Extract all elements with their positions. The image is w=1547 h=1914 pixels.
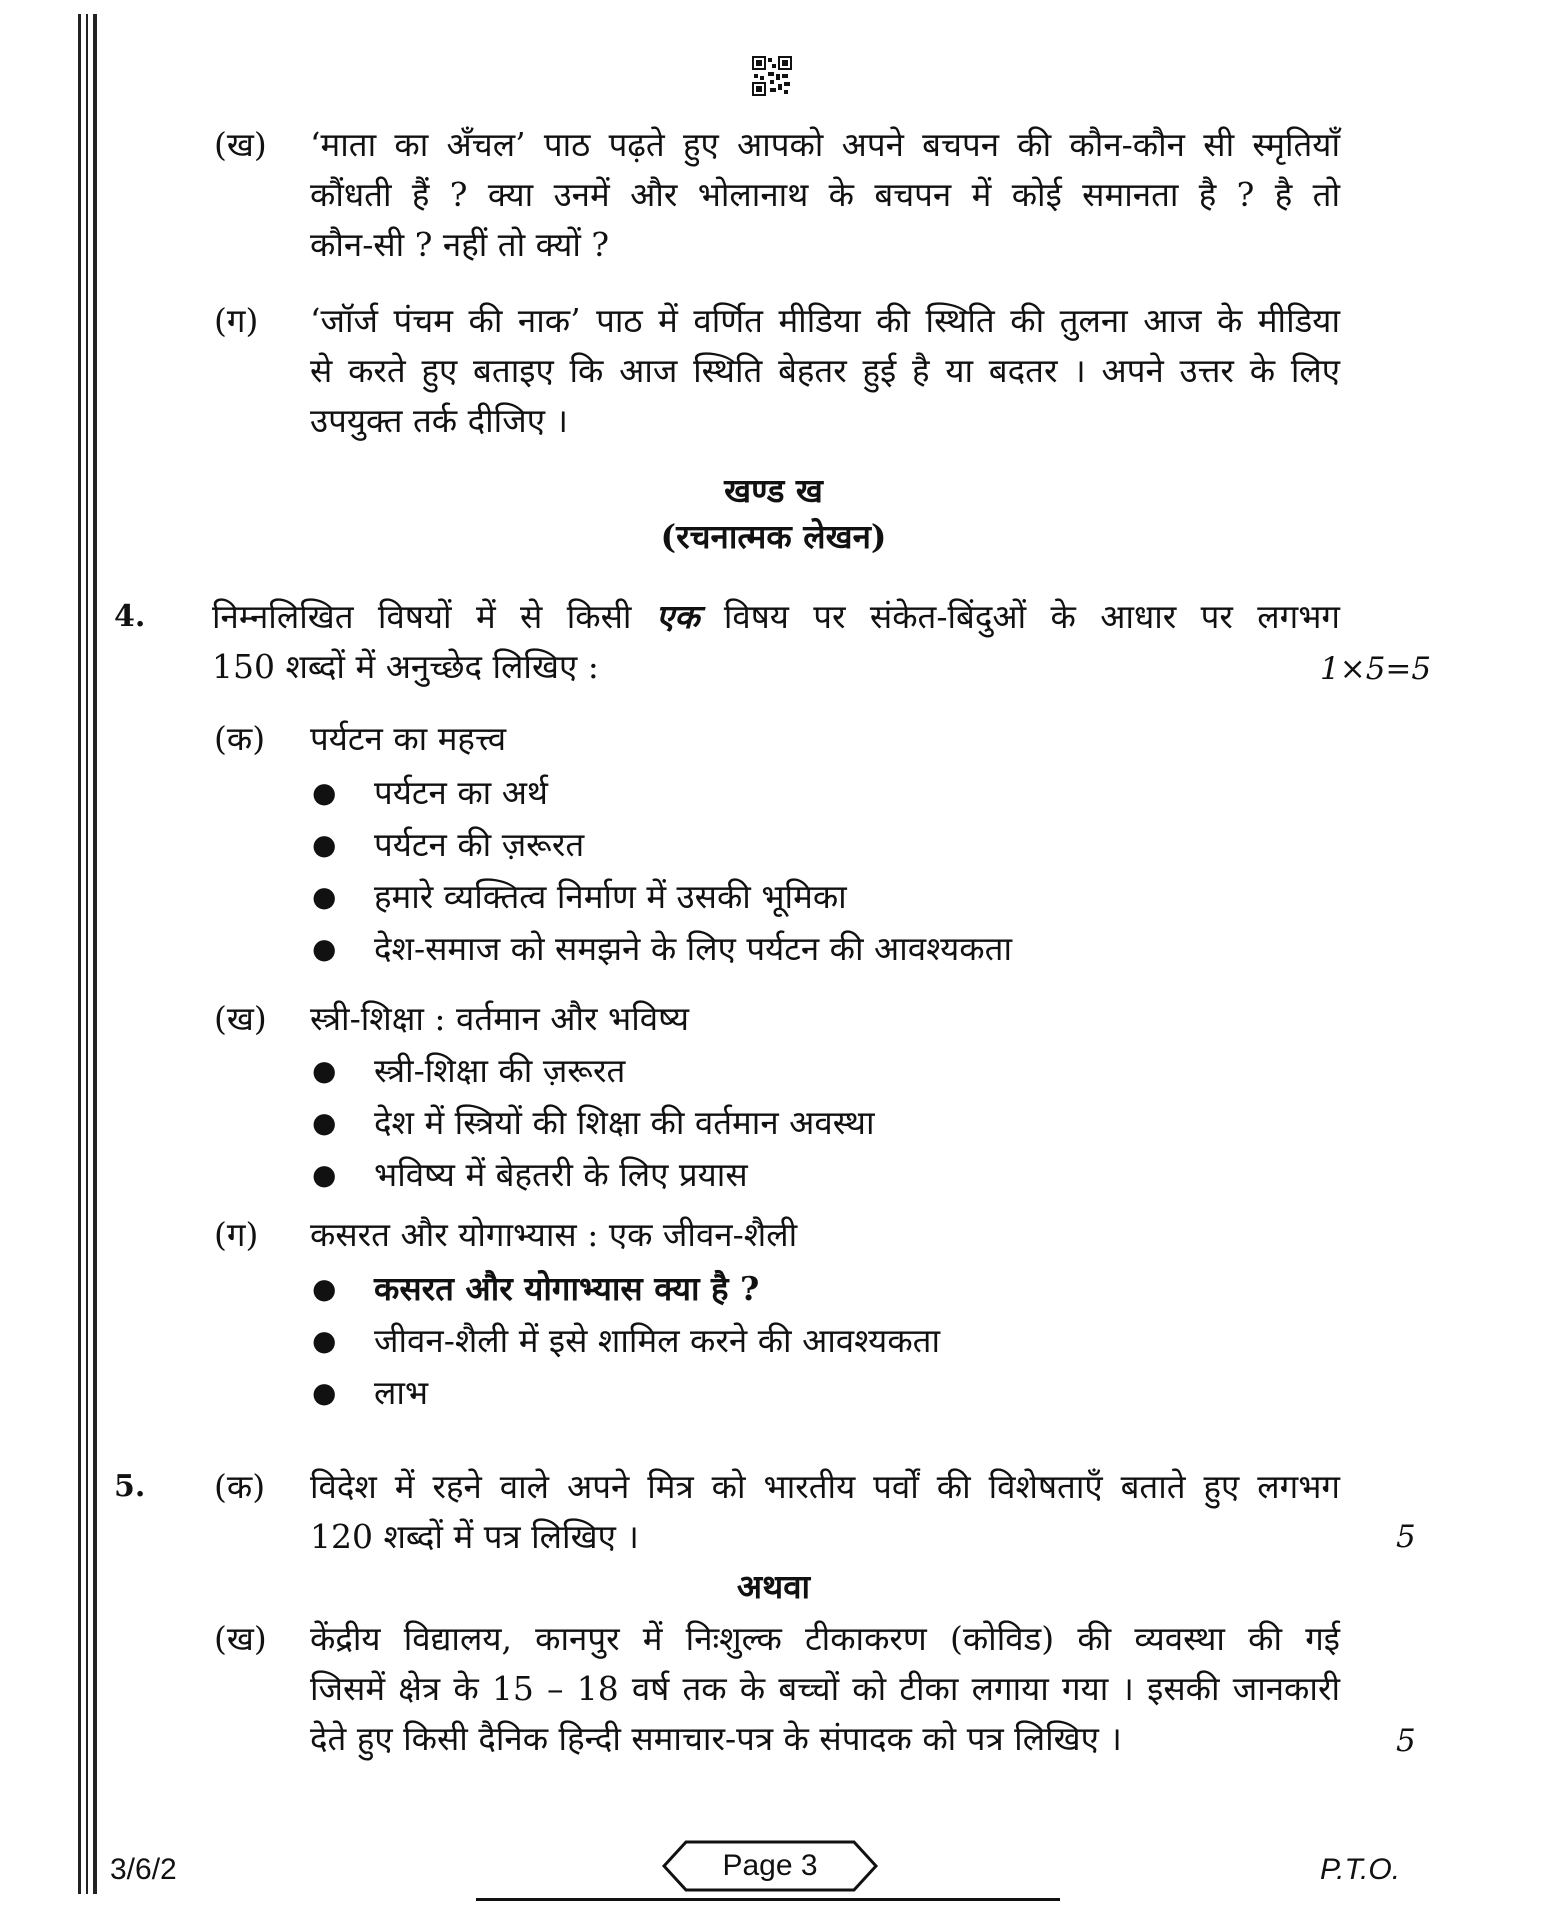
q5-ka-line-1: विदेश में रहने वाले अपने मित्र को भारतीय पर्वों की विशेषताएँ बताते हुए लगभग bbox=[310, 1467, 1340, 1506]
bullet-icon: ● bbox=[312, 932, 337, 965]
q3-kha-text bbox=[310, 120, 1340, 270]
q5-ka-label: (क) bbox=[214, 1467, 266, 1506]
q5-ka-marks: 5 bbox=[1396, 1519, 1416, 1555]
q5-number: 5. bbox=[114, 1469, 146, 1504]
q4-kha-point-3: भविष्य में बेहतरी के लिए प्रयास bbox=[374, 1155, 748, 1194]
q3-kha-line-1: ‘माता का अँचल’ पाठ पढ़ते हुए आपको अपने बचपन की कौन-कौन सी स्मृतियाँ bbox=[310, 125, 1340, 164]
q4-ka-point-2: पर्यटन की ज़रूरत bbox=[374, 825, 585, 864]
q4-ga-title: कसरत और योगाभ्यास : एक जीवन-शैली bbox=[310, 1215, 798, 1254]
q5-kha-line-1: केंद्रीय विद्यालय, कानपुर में निःशुल्क टीकाकरण (कोविड) की व्यवस्था की गई bbox=[310, 1619, 1340, 1658]
q4-ka-point-1: पर्यटन का अर्थ bbox=[374, 773, 549, 812]
qr-code-icon bbox=[752, 56, 792, 96]
bullet-icon: ● bbox=[312, 1054, 337, 1087]
bullet-icon: ● bbox=[312, 1272, 337, 1305]
bullet-icon: ● bbox=[312, 776, 337, 809]
footer-rule bbox=[476, 1898, 1060, 1901]
q3-ga-line-2: से करते हुए बताइए कि आज स्थिति बेहतर हुई है या बदतर । अपने उत्तर के लिए bbox=[310, 351, 1340, 390]
bullet-icon: ● bbox=[312, 1106, 337, 1139]
q3-kha-label: (ख) bbox=[214, 125, 267, 164]
section-subtitle: (रचनात्मक लेखन) bbox=[660, 517, 887, 556]
binding-margin-lines bbox=[78, 14, 100, 1894]
q4-ga-point-3: लाभ bbox=[374, 1373, 429, 1412]
q4-ka-label: (क) bbox=[214, 719, 266, 758]
q4-ga-point-1: कसरत और योगाभ्यास क्या है ? bbox=[374, 1269, 760, 1308]
q4-text bbox=[212, 592, 1340, 692]
q3-ga-line-3: उपयुक्त तर्क दीजिए । bbox=[310, 401, 568, 440]
or-label: अथवा bbox=[736, 1567, 811, 1606]
bullet-icon: ● bbox=[312, 828, 337, 861]
paper-code: 3/6/2 bbox=[110, 1853, 177, 1886]
q4-number: 4. bbox=[114, 599, 146, 634]
q4-kha-point-1: स्त्री-शिक्षा की ज़रूरत bbox=[374, 1051, 626, 1090]
q3-kha-line-3: कौन-सी ? नहीं तो क्यों ? bbox=[310, 225, 610, 264]
section-title: खण्ड ख bbox=[724, 471, 823, 510]
q5-kha-text bbox=[310, 1614, 1340, 1764]
please-turn-over: P.T.O. bbox=[1320, 1853, 1401, 1886]
q5-ka-line-2: 120 शब्दों में पत्र लिखिए । bbox=[310, 1517, 639, 1556]
bullet-icon: ● bbox=[312, 1324, 337, 1357]
q4-ka-title: पर्यटन का महत्त्व bbox=[310, 719, 507, 758]
q4-kha-title: स्त्री-शिक्षा : वर्तमान और भविष्य bbox=[310, 999, 689, 1038]
q5-kha-label: (ख) bbox=[214, 1619, 267, 1658]
bullet-icon: ● bbox=[312, 1158, 337, 1191]
q4-kha-point-2: देश में स्त्रियों की शिक्षा की वर्तमान अवस्था bbox=[374, 1103, 875, 1142]
q3-ga-line-1: ‘जॉर्ज पंचम की नाक’ पाठ में वर्णित मीडिया की स्थिति की तुलना आज के मीडिया bbox=[310, 301, 1340, 340]
q3-ga-label: (ग) bbox=[214, 301, 259, 340]
q4-line-1: निम्नलिखित विषयों में से किसी एक विषय पर संकेत-बिंदुओं के आधार पर लगभग bbox=[212, 597, 1340, 636]
q4-marks: 1×5=5 bbox=[1320, 651, 1432, 687]
q4-emphasis: एक bbox=[655, 597, 700, 636]
q4-ga-label: (ग) bbox=[214, 1215, 259, 1254]
q4-kha-label: (ख) bbox=[214, 999, 267, 1038]
q3-ga-text bbox=[310, 296, 1340, 446]
q4-line-2: 150 शब्दों में अनुच्छेद लिखिए : bbox=[212, 647, 599, 686]
q5-kha-marks: 5 bbox=[1396, 1723, 1416, 1759]
q5-kha-line-2: जिसमें क्षेत्र के 15 – 18 वर्ष तक के बच्चों को टीका लगाया गया । इसकी जानकारी bbox=[310, 1669, 1340, 1708]
q4-ga-point-2: जीवन-शैली में इसे शामिल करने की आवश्यकता bbox=[374, 1321, 941, 1360]
q5-kha-line-3: देते हुए किसी दैनिक हिन्दी समाचार-पत्र के संपादक को पत्र लिखिए । bbox=[310, 1719, 1122, 1758]
page-number: Page 3 bbox=[722, 1849, 818, 1882]
bullet-icon: ● bbox=[312, 1376, 337, 1409]
q3-kha-line-2: कौंधती हैं ? क्या उनमें और भोलानाथ के बचपन में कोई समानता है ? है तो bbox=[310, 175, 1340, 214]
q5-ka-text bbox=[310, 1462, 1340, 1562]
bullet-icon: ● bbox=[312, 880, 337, 913]
q4-ka-point-3: हमारे व्यक्तित्व निर्माण में उसकी भूमिका bbox=[374, 877, 847, 916]
q4-ka-point-4: देश-समाज को समझने के लिए पर्यटन की आवश्यकता bbox=[374, 929, 1012, 968]
